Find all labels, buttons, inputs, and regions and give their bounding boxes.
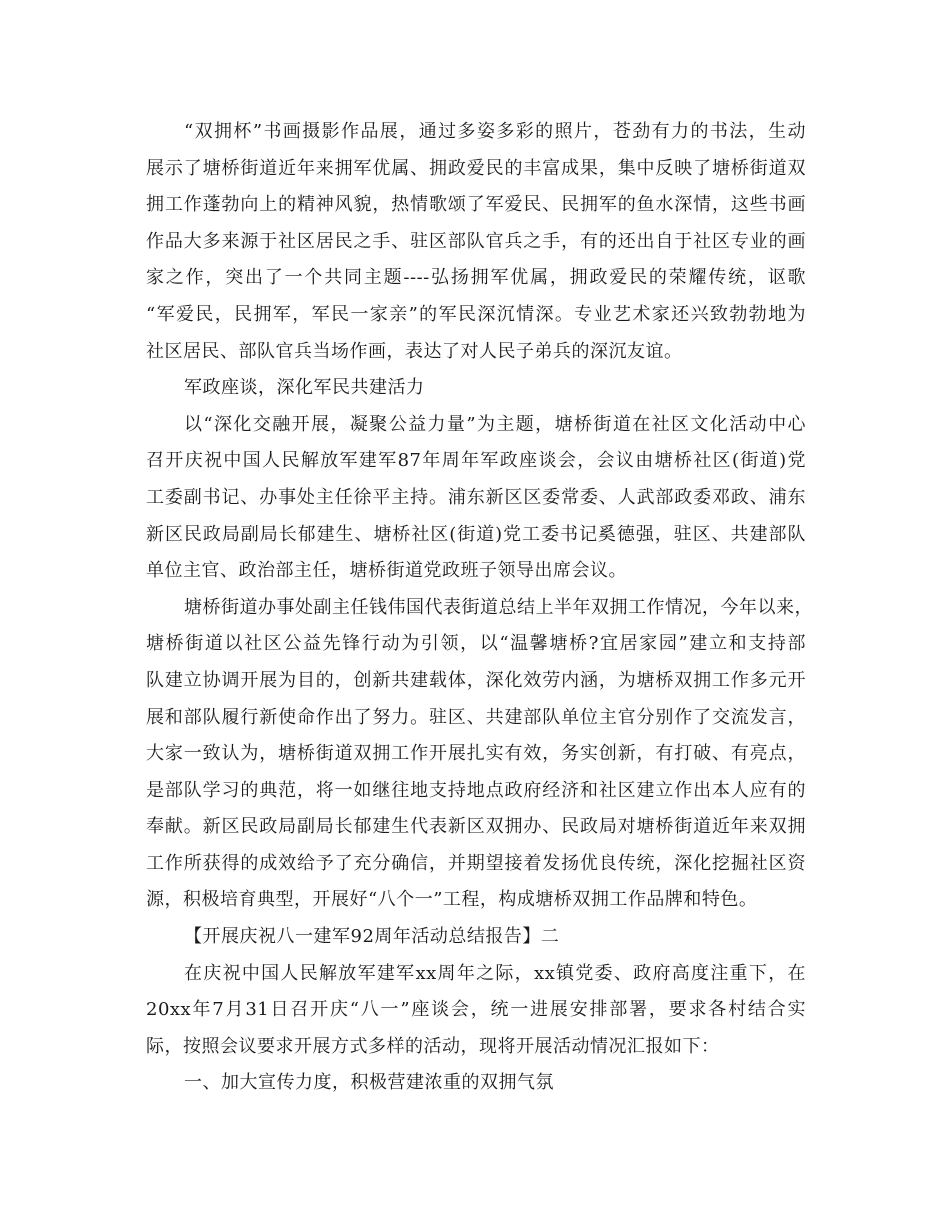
text-line: 奉献。新区民政局副局长郁建生代表新区双拥办、民政局对塘桥街道近年来双拥: [146, 816, 806, 838]
text-line: 工作所获得的成效给予了充分确信，并期望接着发扬优良传统，深化挖掘社区资: [146, 852, 806, 874]
document-body: [146, 114, 813, 1102]
text-line: 新区民政局副局长郁建生、塘桥社区(街道)党工委书记奚德强，驻区、共建部队: [146, 523, 806, 545]
section-heading: 一、加大宣传力度，积极营建浓重的双拥气氛: [184, 1072, 554, 1094]
text-line: 源，积极培育典型，开展好“八个一”工程，构成塘桥双拥工作品牌和特色。: [146, 889, 758, 911]
text-line: 队建立协调开展为目的，创新共建载体，深化效劳内涵，为塘桥双拥工作多元开: [146, 669, 806, 691]
text-line: 召开庆祝中国人民解放军建军87年周年军政座谈会，会议由塘桥社区(街道)党: [146, 450, 806, 472]
text-line: 在庆祝中国人民解放军建军xx周年之际，xx镇党委、政府高度注重下，在: [184, 962, 806, 984]
text-line: 工委副书记、办事处主任徐平主持。浦东新区区委常委、人武部政委邓政、浦东: [146, 486, 806, 508]
text-line: 家之作，突出了一个共同主题----弘扬拥军优属，拥政爱民的荣耀传统，讴歌: [146, 267, 806, 289]
section-heading: 【开展庆祝八一建军92周年活动总结报告】二: [184, 926, 560, 948]
text-line: 展示了塘桥街道近年来拥军优属、拥政爱民的丰富成果，集中反映了塘桥街道双: [146, 157, 806, 179]
text-line: 以“深化交融开展，凝聚公益力量”为主题，塘桥街道在社区文化活动中心: [184, 413, 806, 435]
text-line: “军爱民，民拥军，军民一家亲”的军民深沉情深。专业艺术家还兴致勃勃地为: [146, 303, 806, 325]
text-line: 20xx年7月31日召开庆“八一”座谈会，统一进展安排部署，要求各村结合实: [146, 999, 806, 1021]
text-line: 展和部队履行新使命作出了努力。驻区、共建部队单位主官分别作了交流发言，: [146, 706, 806, 728]
text-line: 作品大多来源于社区居民之手、驻区部队官兵之手，有的还出自于社区专业的画: [146, 230, 806, 252]
text-line: 拥工作蓬勃向上的精神风貌，热情歌颂了军爱民、民拥军的鱼水深情，这些书画: [146, 194, 806, 216]
text-line: 单位主官、政治部主任，塘桥街道党政班子领导出席会议。: [146, 560, 627, 582]
text-line: 社区居民、部队官兵当场作画，表达了对人民子弟兵的深沉友谊。: [146, 340, 683, 362]
text-line: 塘桥街道以社区公益先锋行动为引领，以“温馨塘桥?宜居家园”建立和支持部: [146, 633, 806, 655]
text-line: “双拥杯”书画摄影作品展，通过多姿多彩的照片，苍劲有力的书法，生动: [184, 121, 806, 142]
section-heading: 军政座谈，深化军民共建活力: [184, 377, 425, 399]
text-line: 是部队学习的典范，将一如继往地支持地点政府经济和社区建立作出本人应有的: [146, 779, 806, 801]
text-line: 际，按照会议要求开展方式多样的活动，现将开展活动情况汇报如下：: [146, 1035, 720, 1057]
text-line: 塘桥街道办事处副主任钱伟国代表街道总结上半年双拥工作情况，今年以来，: [184, 596, 813, 618]
text-line: 大家一致认为，塘桥街道双拥工作开展扎实有效，务实创新，有打破、有亮点，: [146, 743, 806, 765]
